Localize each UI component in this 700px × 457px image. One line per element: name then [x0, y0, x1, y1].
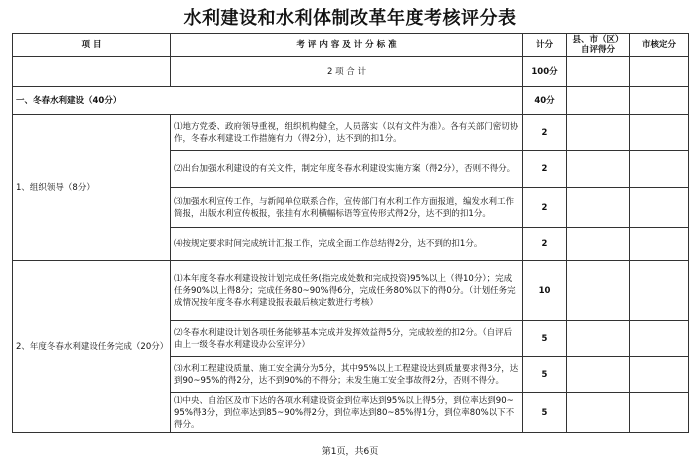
points-cell: 10 [523, 261, 567, 321]
county-score-cell[interactable] [567, 393, 630, 433]
group-label: 2、年度冬春水利建设任务完成（20分） [13, 261, 171, 433]
section-label: 一、冬春水利建设（40分） [13, 87, 523, 115]
total-points: 100分 [523, 57, 567, 87]
criteria-cell: ⑵出台加强水利建设的有关文件，制定年度冬春水利建设实施方案（得2分），否则不得分。 [171, 151, 523, 188]
section-row [13, 87, 689, 115]
county-score-cell[interactable] [567, 228, 630, 261]
city-score-cell[interactable] [630, 228, 689, 261]
header-county-score: 县、市（区）自评得分 [567, 34, 630, 57]
total-row [13, 57, 689, 87]
city-score-cell[interactable] [630, 261, 689, 321]
county-score-cell[interactable] [567, 151, 630, 188]
criteria-cell: ⑴中央、自治区及市下达的各项水利建设资金到位率达到95%以上得5分，到位率达到90~95%得3分，到位率达到85~90%得2分，到位率达到80~85%得1分，到位率80%以下不得分。 [171, 393, 523, 433]
county-score-cell[interactable] [567, 115, 630, 151]
city-score-cell[interactable] [630, 321, 689, 357]
criteria-cell: ⑶水利工程建设质量、施工安全满分为5分，其中95%以上工程建设达到质量要求得3分，达到90~95%的得2分，达不到90%的不得分；未发生施工安全事故得2分，否则不得分。 [171, 357, 523, 393]
page-number: 第1页，共6页 [0, 444, 700, 457]
scoring-table [12, 33, 689, 433]
city-score-cell[interactable] [630, 115, 689, 151]
points-cell: 2 [523, 188, 567, 228]
points-cell: 5 [523, 393, 567, 433]
section-points: 40分 [523, 87, 567, 115]
total-label: 2 项 合 计 [171, 57, 523, 87]
county-score-cell[interactable] [567, 188, 630, 228]
section-county-score[interactable] [567, 87, 630, 115]
table-row [13, 115, 689, 151]
header-city-score: 市核定分 [630, 34, 689, 57]
total-county-score[interactable] [567, 57, 630, 87]
criteria-cell: ⑷按规定要求时间完成统计汇报工作，完成全面工作总结得2分，达不到的扣1分。 [171, 228, 523, 261]
points-cell: 2 [523, 151, 567, 188]
group-label: 1、组织领导（8分） [13, 115, 171, 261]
points-cell: 2 [523, 115, 567, 151]
city-score-cell[interactable] [630, 151, 689, 188]
city-score-cell[interactable] [630, 357, 689, 393]
points-cell: 5 [523, 357, 567, 393]
header-row [13, 34, 689, 57]
page-title: 水利建设和水利体制改革年度考核评分表 [183, 8, 517, 29]
city-score-cell[interactable] [630, 393, 689, 433]
total-city-score[interactable] [630, 57, 689, 87]
header-criteria: 考 评 内 容 及 计 分 标 准 [171, 34, 523, 57]
criteria-cell: ⑴本年度冬春水利建设按计划完成任务(指完成处数和完成投资)95%以上（得10分）；完成任务90%以上得8分；完成任务80~90%得6分，完成任务80%以下的得0分。（计划任务完成情况按年度冬春水利建设报表最后核定数进行考核） [171, 261, 523, 321]
county-score-cell[interactable] [567, 261, 630, 321]
criteria-cell: ⑵冬春水利建设计划各项任务能够基本完成并发挥效益得5分，完成较差的扣2分。（自评后由上一级冬春水利建设办公室评分） [171, 321, 523, 357]
section-city-score[interactable] [630, 87, 689, 115]
table-row [13, 261, 689, 321]
criteria-cell: ⑶加强水利宣传工作，与新闻单位联系合作，宣传部门有水利工作方面报道，编发水利工作简报，出版水利宣传板报，张挂有水利横幅标语等宣传形式得2分，达不到的扣1分。 [171, 188, 523, 228]
county-score-cell[interactable] [567, 357, 630, 393]
city-score-cell[interactable] [630, 188, 689, 228]
county-score-cell[interactable] [567, 321, 630, 357]
criteria-cell: ⑴地方党委、政府领导重视，组织机构健全，人员落实（以有文件为准）。各有关部门密切协作，冬春水利建设工作措施有力（得2分），达不到的扣1分。 [171, 115, 523, 151]
points-cell: 5 [523, 321, 567, 357]
header-points: 计分 [523, 34, 567, 57]
total-empty-cell [13, 57, 171, 87]
header-item: 项 目 [13, 34, 171, 57]
points-cell: 2 [523, 228, 567, 261]
